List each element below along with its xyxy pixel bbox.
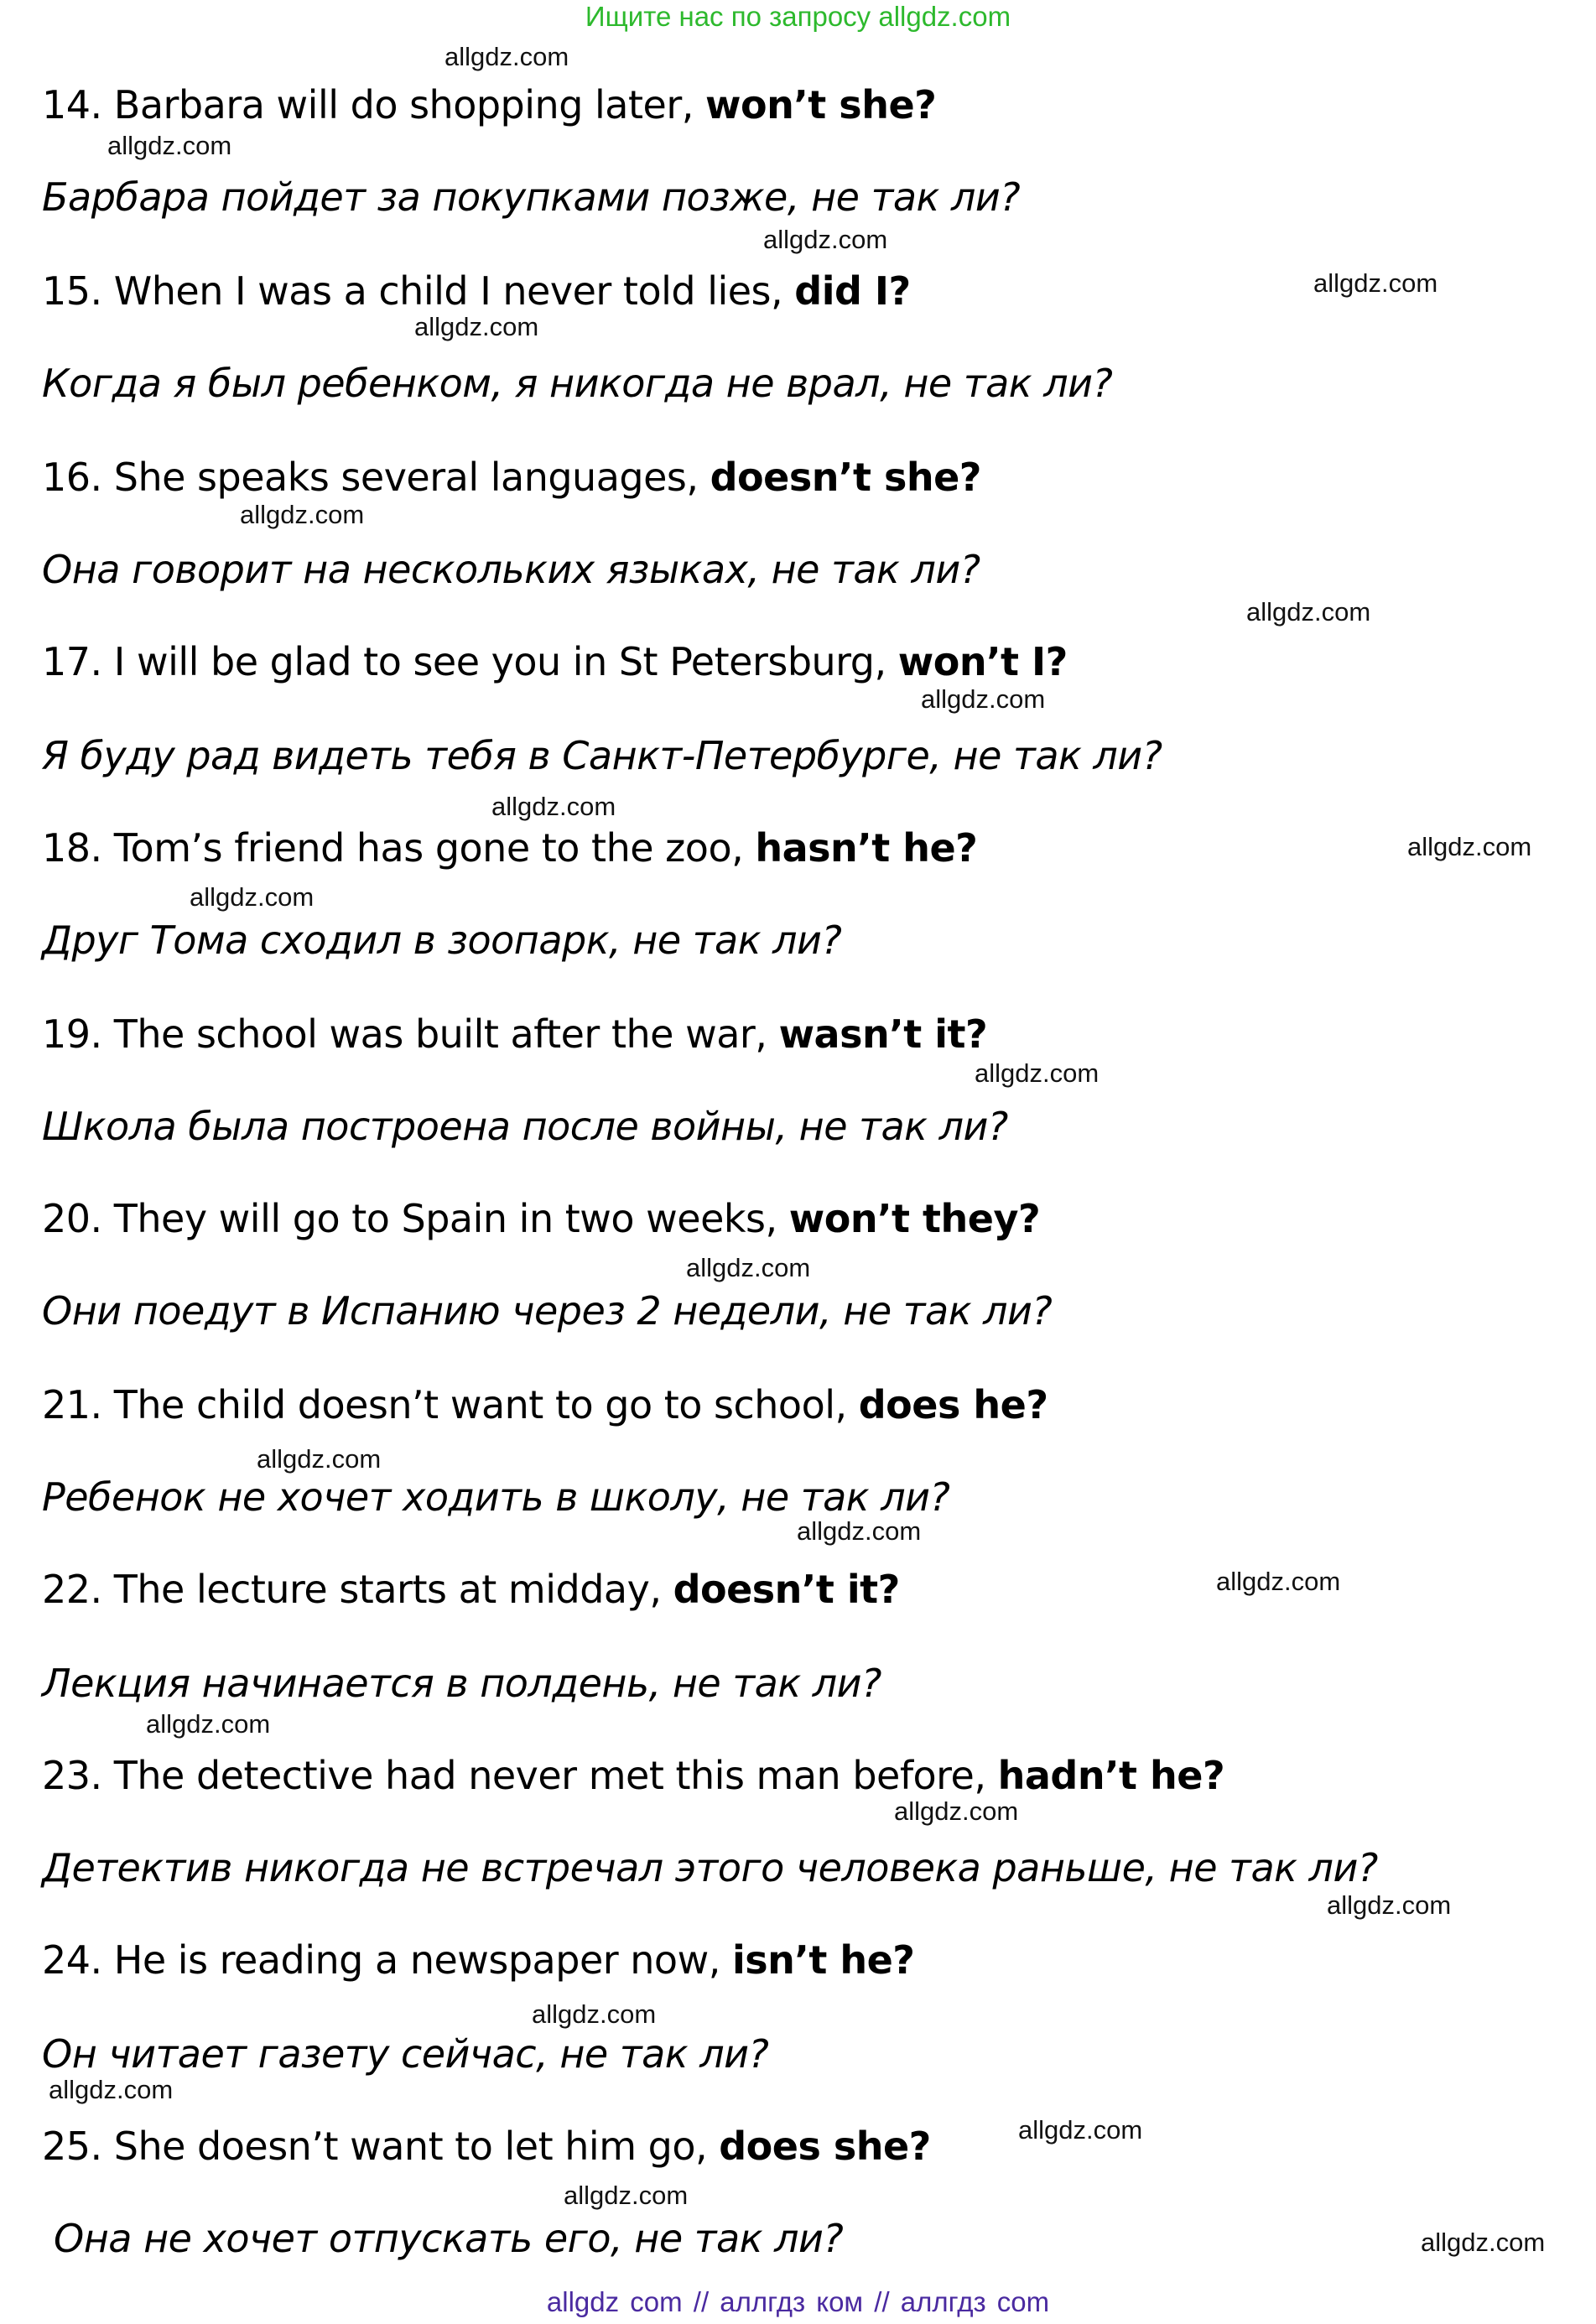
sentence-text: 22. The lecture starts at midday, <box>42 1567 673 1612</box>
sentence-18 <box>42 824 977 872</box>
watermark: allgdz.com <box>1407 832 1532 861</box>
translation-24: Он читает газету сейчас, не так ли? <box>42 2031 769 2077</box>
translation-16: Она говорит на нескольких языках, не так ли? <box>42 547 980 592</box>
sentence-text: 20. They will go to Spain in two weeks, <box>42 1196 789 1241</box>
translation-14: Барбара пойдет за покупками позже, не так ли? <box>42 174 1021 220</box>
question-tag: doesn’t she? <box>710 455 981 500</box>
translation-17: Я буду рад видеть тебя в Санкт-Петербурге, не так ли? <box>42 733 1162 778</box>
sentence-14 <box>42 81 936 129</box>
translation-18: Друг Тома сходил в зоопарк, не так ли? <box>42 918 842 963</box>
sentence-15 <box>42 267 911 315</box>
question-tag: doesn’t it? <box>673 1567 900 1612</box>
sentence-text: 17. I will be glad to see you in St Petersburg, <box>42 639 898 684</box>
sentence-23 <box>42 1751 1224 1800</box>
translation-23: Детектив никогда не встречал этого человека раньше, не так ли? <box>42 1845 1378 1890</box>
watermark: allgdz.com <box>1246 597 1371 626</box>
question-tag: did I? <box>794 268 911 314</box>
watermark: allgdz.com <box>1216 1567 1341 1596</box>
watermark: allgdz.com <box>414 312 539 341</box>
watermark: allgdz.com <box>686 1253 811 1282</box>
watermark: allgdz.com <box>763 225 888 254</box>
sentence-text: 21. The child doesn’t want to go to school, <box>42 1382 859 1427</box>
sentence-17 <box>42 637 1068 686</box>
watermark: allgdz.com <box>190 882 315 912</box>
question-tag: does he? <box>858 1382 1048 1427</box>
watermark: allgdz.com <box>921 684 1046 714</box>
sentence-text: 24. He is reading a newspaper now, <box>42 1937 732 1983</box>
watermark: allgdz.com <box>564 2181 689 2210</box>
question-tag: won’t I? <box>897 639 1068 684</box>
question-tag: hadn’t he? <box>997 1753 1225 1798</box>
question-tag: won’t she? <box>704 82 937 127</box>
watermark: allgdz.com <box>1327 1890 1452 1920</box>
sentence-text: 25. She doesn’t want to let him go, <box>42 2124 720 2169</box>
sentence-21 <box>42 1380 1048 1429</box>
watermark: allgdz.com <box>444 42 569 71</box>
watermark: allgdz.com <box>257 1444 382 1474</box>
sentence-text: 18. Tom’s friend has gone to the zoo, <box>42 825 756 871</box>
translation-22: Лекция начинается в полдень, не так ли? <box>42 1661 881 1706</box>
watermark: allgdz.com <box>975 1058 1100 1088</box>
sentence-text: 19. The school was built after the war, <box>42 1011 779 1057</box>
sentence-20 <box>42 1194 1040 1243</box>
watermark: allgdz.com <box>1018 2115 1143 2145</box>
watermark: allgdz.com <box>797 1516 922 1546</box>
watermark: allgdz.com <box>49 2075 174 2104</box>
question-tag: won’t they? <box>788 1196 1041 1241</box>
watermark: allgdz.com <box>146 1709 271 1739</box>
sentence-text: 23. The detective had never met this man before, <box>42 1753 998 1798</box>
footer-watermark: allgdz com // аллгдз ком // аллгдз com <box>546 2286 1050 2317</box>
sentence-19 <box>42 1010 987 1058</box>
translation-25: Она не хочет отпускать его, не так ли? <box>54 2216 844 2261</box>
watermark: allgdz.com <box>1313 268 1438 298</box>
question-tag: wasn’t it? <box>778 1011 988 1057</box>
sentence-text: 14. Barbara will do shopping later, <box>42 82 705 127</box>
translation-15: Когда я был ребенком, я никогда не врал, не так ли? <box>42 361 1113 406</box>
sentence-24 <box>42 1936 914 1984</box>
sentence-text: 16. She speaks several languages, <box>42 455 710 500</box>
watermark: allgdz.com <box>532 1999 657 2029</box>
question-tag: hasn’t he? <box>755 825 978 871</box>
search-banner: Ищите нас по запросу allgdz.com <box>585 1 1011 32</box>
watermark: allgdz.com <box>107 131 232 160</box>
question-tag: does she? <box>719 2124 931 2169</box>
sentence-16 <box>42 453 981 502</box>
watermark: allgdz.com <box>491 792 616 821</box>
sentence-25 <box>42 2122 931 2171</box>
watermark: allgdz.com <box>240 500 365 529</box>
watermark: allgdz.com <box>894 1796 1019 1826</box>
translation-21: Ребенок не хочет ходить в школу, не так ли? <box>42 1474 950 1520</box>
question-tag: isn’t he? <box>731 1937 915 1983</box>
translation-20: Они поедут в Испанию через 2 недели, не так ли? <box>42 1288 1053 1334</box>
watermark: allgdz.com <box>1421 2228 1546 2257</box>
translation-19: Школа была построена после войны, не так ли? <box>42 1104 1008 1149</box>
sentence-text: 15. When I was a child I never told lies, <box>42 268 795 314</box>
sentence-22 <box>42 1565 900 1614</box>
